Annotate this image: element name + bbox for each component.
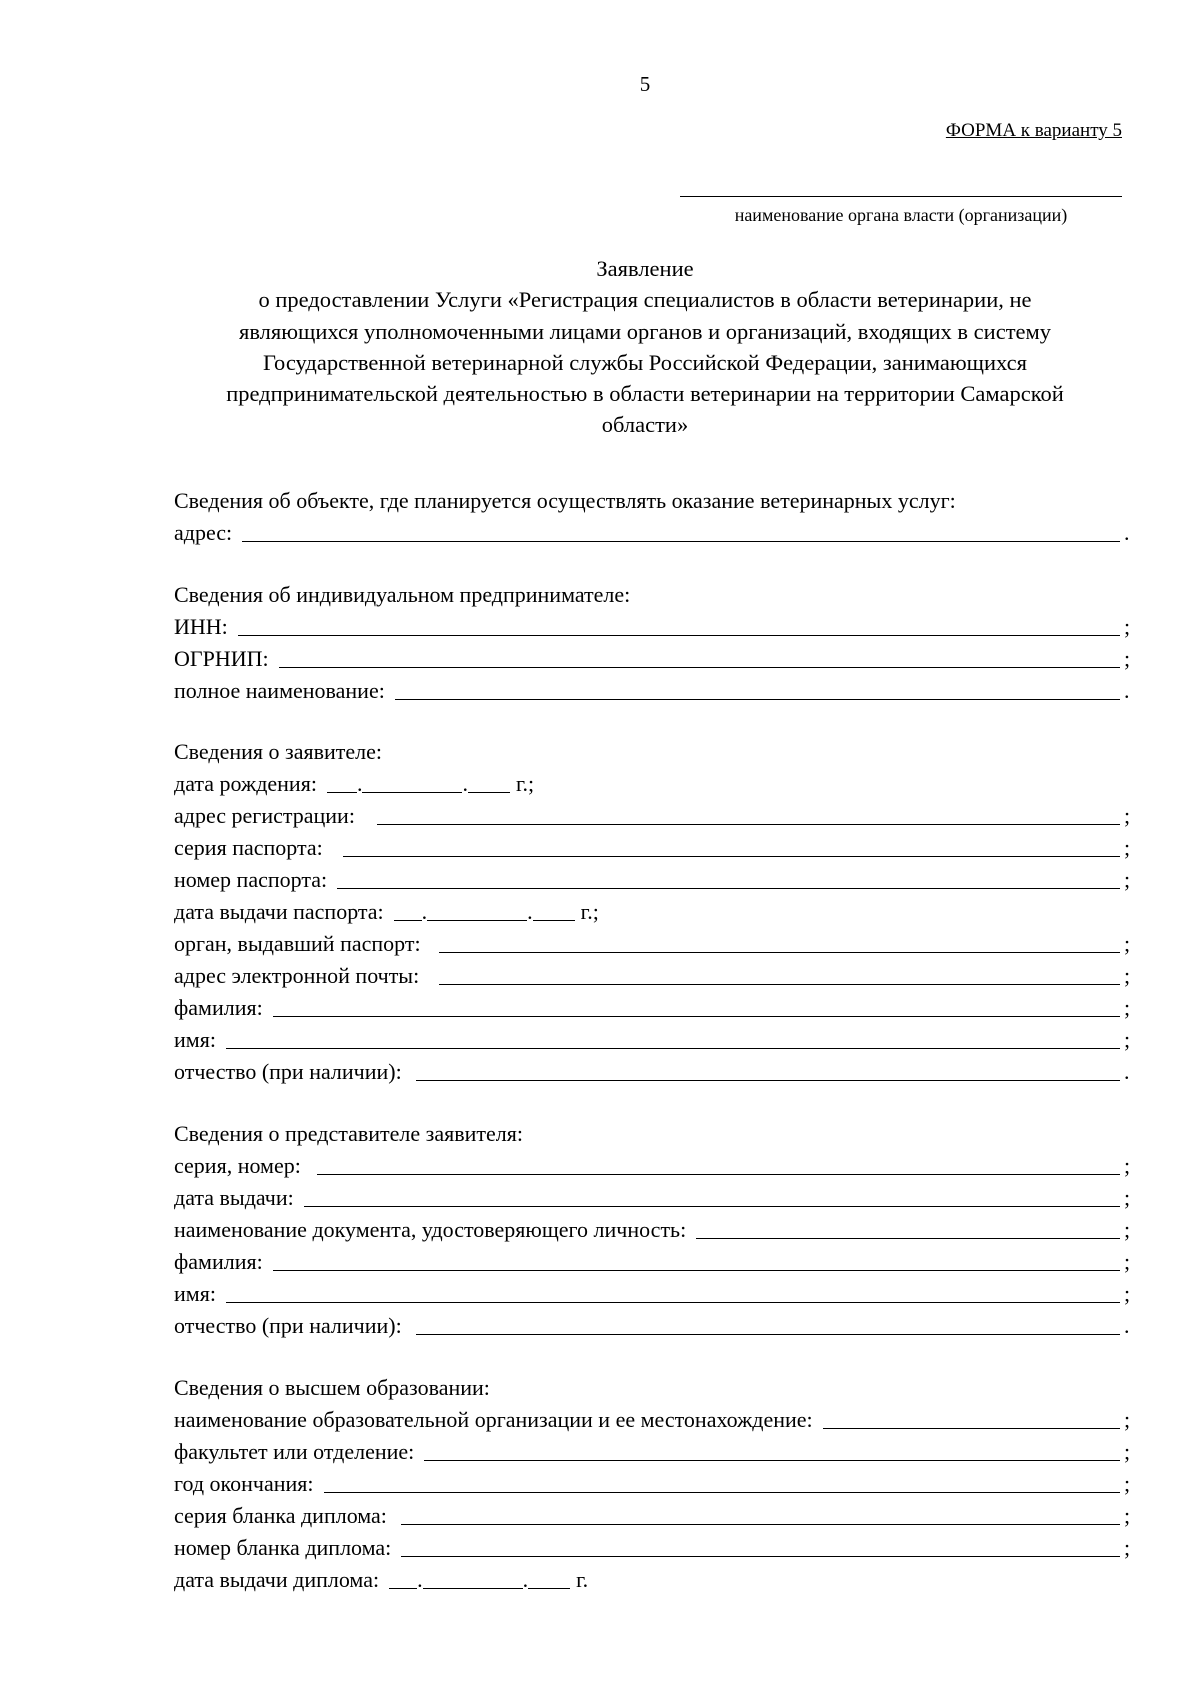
date-separator: . [462, 771, 468, 796]
surname-input-line[interactable] [273, 1016, 1120, 1017]
date-suffix: г. [576, 1567, 589, 1592]
field-row-id-document [174, 1214, 1132, 1246]
passport-number-input-line[interactable] [337, 888, 1120, 889]
field-label: год окончания: [174, 1471, 314, 1496]
field-row-issuing-authority [174, 928, 1132, 960]
field-label: орган, выдавший паспорт: [174, 931, 421, 956]
field-label: имя: [174, 1027, 216, 1052]
field-row-institution [174, 1404, 1132, 1436]
field-row-patronymic [174, 1310, 1132, 1342]
patronymic-input-line[interactable] [416, 1080, 1120, 1081]
field-row-email [174, 960, 1132, 992]
field-row-passport-series [174, 832, 1132, 864]
field-row-surname [174, 992, 1132, 1024]
field-end-mark: ; [1124, 614, 1131, 639]
field-row-inn [174, 611, 1132, 643]
issuing-authority-input-line[interactable] [439, 952, 1120, 953]
field-label: ОГРНИП: [174, 646, 269, 671]
date-suffix: г.; [580, 899, 599, 924]
field-row-registration-address [174, 800, 1132, 832]
field-label: серия бланка диплома: [174, 1503, 387, 1528]
section-heading: Сведения об индивидуальном предпринимателе: [174, 582, 631, 607]
field-row-diploma-series [174, 1500, 1132, 1532]
field-label: фамилия: [174, 1249, 263, 1274]
title-line: являющихся уполномоченными лицами органов и организаций, входящих в систему [238, 318, 1052, 344]
field-end-mark: ; [1124, 1027, 1131, 1052]
inn-input-line[interactable] [238, 635, 1120, 636]
field-end-mark: ; [1124, 1439, 1131, 1464]
diploma-day-input[interactable] [389, 1566, 417, 1589]
field-row-first-name [174, 1024, 1132, 1056]
field-row-diploma-issue-date [174, 1564, 1132, 1596]
field-label: факультет или отделение: [174, 1439, 415, 1464]
field-end-mark: ; [1124, 1217, 1131, 1242]
education-section [174, 1372, 1132, 1596]
field-label: адрес регистрации: [174, 803, 355, 828]
date-separator: . [522, 1567, 529, 1592]
field-end-mark: . [1124, 520, 1130, 545]
field-row-address [174, 517, 1132, 549]
field-label: полное наименование: [174, 678, 385, 703]
field-label: дата выдачи: [174, 1185, 294, 1210]
diploma-year-input[interactable] [528, 1566, 570, 1589]
field-row-passport-issue-date [174, 896, 1132, 928]
field-end-mark: ; [1124, 1185, 1131, 1210]
field-label: наименование образовательной организации и ее местонахождение: [174, 1407, 813, 1432]
field-end-mark: ; [1124, 1153, 1131, 1178]
field-end-mark: ; [1124, 867, 1131, 892]
rep-patronymic-input-line[interactable] [416, 1334, 1120, 1335]
field-label: адрес: [174, 520, 233, 545]
applicant-section [174, 736, 1132, 1088]
field-end-mark: ; [1124, 931, 1131, 956]
field-label: имя: [174, 1281, 216, 1306]
section-heading: Сведения о представителе заявителя: [174, 1121, 523, 1146]
title-line: о предоставлении Услуги «Регистрация специалистов в области ветеринарии, не [258, 287, 1032, 313]
representative-section [174, 1118, 1132, 1342]
field-end-mark: ; [1124, 835, 1131, 860]
address-input-line[interactable] [242, 541, 1120, 542]
field-row-first-name [174, 1278, 1132, 1310]
field-row-passport-number [174, 864, 1132, 896]
document-title [180, 253, 1110, 441]
field-label: наименование документа, удостоверяющего личность: [174, 1217, 687, 1242]
title-heading: Заявление [596, 256, 694, 281]
section-heading: Сведения о высшем образовании: [174, 1375, 490, 1400]
field-row-full-name [174, 675, 1132, 707]
id-document-input-line[interactable] [696, 1238, 1120, 1239]
title-line: предпринимательской деятельностью в области ветеринарии на территории Самарской [226, 381, 1064, 407]
field-label: номер бланка диплома: [174, 1535, 392, 1560]
section-heading: Сведения об объекте, где планируется осуществлять оказание ветеринарных услуг: [174, 488, 956, 513]
field-end-mark: ; [1124, 646, 1131, 671]
field-end-mark: ; [1124, 1503, 1131, 1528]
passport-day-input[interactable] [394, 898, 422, 921]
date-suffix: г.; [515, 771, 535, 796]
title-line: области» [601, 412, 689, 438]
graduation-year-input-line[interactable] [324, 1492, 1121, 1493]
passport-series-input-line[interactable] [343, 856, 1120, 857]
title-line: Государственной ветеринарной службы Российской Федерации, занимающихся [263, 349, 1027, 375]
field-end-mark: ; [1124, 995, 1131, 1020]
field-label: серия, номер: [174, 1153, 301, 1178]
birth-month-input[interactable] [362, 770, 462, 793]
ip-section [174, 579, 1132, 707]
field-end-mark: ; [1124, 1249, 1131, 1274]
field-row-issue-date [174, 1182, 1132, 1214]
birth-year-input[interactable] [468, 770, 510, 793]
field-label: дата выдачи диплома: [174, 1567, 380, 1592]
rep-surname-input-line[interactable] [273, 1270, 1120, 1271]
field-label: дата выдачи паспорта: [174, 899, 384, 924]
field-row-patronymic [174, 1056, 1132, 1088]
field-end-mark: . [1124, 678, 1130, 703]
birth-day-input[interactable] [327, 770, 357, 793]
object-section [174, 485, 1132, 549]
ogrnip-input-line[interactable] [279, 667, 1120, 668]
field-label: адрес электронной почты: [174, 963, 420, 988]
diploma-series-input-line[interactable] [401, 1524, 1120, 1525]
field-row-diploma-number [174, 1532, 1132, 1564]
field-row-faculty [174, 1436, 1132, 1468]
full-name-input-line[interactable] [395, 699, 1120, 700]
authority-caption: наименование органа власти (организации) [734, 205, 1068, 225]
rep-first-name-input-line[interactable] [226, 1302, 1120, 1303]
field-label: отчество (при наличии): [174, 1313, 402, 1338]
field-label: отчество (при наличии): [174, 1059, 402, 1084]
diploma-month-input[interactable] [423, 1566, 523, 1589]
date-separator: . [356, 771, 363, 796]
faculty-input-line[interactable] [424, 1460, 1120, 1461]
date-separator: . [527, 899, 533, 924]
field-row-birth-date [174, 768, 1132, 800]
issue-date-input-line[interactable] [304, 1206, 1120, 1207]
first-name-input-line[interactable] [226, 1048, 1120, 1049]
page-number: 5 [639, 72, 651, 96]
institution-input-line[interactable] [823, 1428, 1120, 1429]
field-label: дата рождения: [174, 771, 317, 796]
field-end-mark: ; [1124, 963, 1131, 988]
field-label: номер паспорта: [174, 867, 328, 892]
field-row-ogrnip [174, 643, 1132, 675]
field-row-series-number [174, 1150, 1132, 1182]
form-reference: ФОРМА к варианту 5 [945, 120, 1122, 141]
field-end-mark: ; [1124, 1471, 1131, 1496]
field-row-surname [174, 1246, 1132, 1278]
authority-signature-line[interactable] [680, 196, 1122, 197]
field-end-mark: ; [1124, 1535, 1131, 1560]
email-input-line[interactable] [439, 984, 1120, 985]
field-label: фамилия: [174, 995, 263, 1020]
field-end-mark: ; [1124, 1281, 1131, 1306]
date-separator: . [421, 899, 428, 924]
date-separator: . [417, 1567, 423, 1592]
field-end-mark: ; [1124, 803, 1131, 828]
field-end-mark: . [1124, 1313, 1130, 1338]
field-end-mark: . [1124, 1059, 1130, 1084]
diploma-number-input-line[interactable] [401, 1556, 1120, 1557]
section-heading: Сведения о заявителе: [174, 739, 383, 764]
passport-month-input[interactable] [427, 898, 527, 921]
field-row-graduation-year [174, 1468, 1132, 1500]
field-end-mark: ; [1124, 1407, 1131, 1432]
series-number-input-line[interactable] [317, 1174, 1120, 1175]
field-label: серия паспорта: [174, 835, 323, 860]
registration-address-input-line[interactable] [377, 824, 1120, 825]
passport-year-input[interactable] [533, 898, 575, 921]
field-label: ИНН: [174, 614, 228, 639]
